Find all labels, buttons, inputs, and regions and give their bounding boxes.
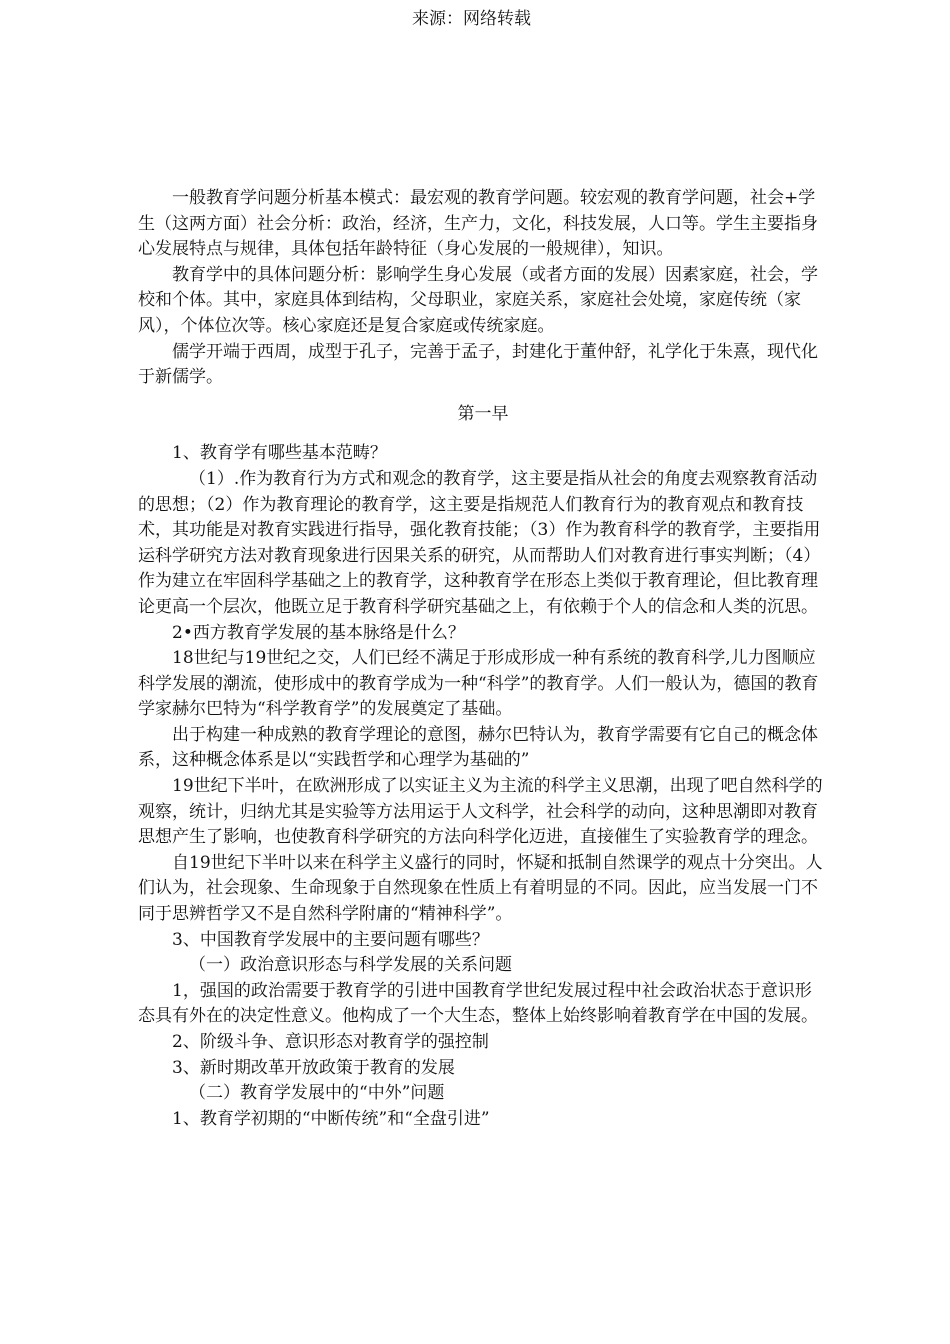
question-2-paragraph-1: 18世纪与19世纪之交，人们已经不满足于形成形成一种有系统的教育科学,儿力图顺应科学发展的潮流，使形成中的教育学成为一种“科学”的教育学。人们一般认为，德国的教育学家赫尔巴特为“科学教育学”的发展奠定了基础。: [138, 648, 819, 720]
question-2-paragraph-2: 出于构建一种成熟的教育学理论的意图，赫尔巴特认为，教育学需要有它自己的概念体系，这种概念体系是以“实践哲学和心理学为基础的”: [138, 724, 818, 771]
subsection-2-item-1: 1、教育学初期的“中断传统”和“全盘引进”: [172, 1108, 490, 1129]
question-2-paragraph-4: 自19世纪下半叶以来在科学主义盛行的同时，怀疑和抵制自然课学的观点十分突出。人们认为，社会现象、生命现象于自然现象在性质上有着明显的不同。因此，应当发展一门不同于思辨哲学又不是自然科学附庸的“精神科学”。: [138, 852, 823, 925]
subsection-2-heading: （二）教育学发展中的“中外”问题: [189, 1083, 445, 1104]
subsection-1-item-2: 2、阶级斗争、意识形态对教育学的强控制: [172, 1032, 489, 1052]
question-2-paragraph-3: 19世纪下半叶，在欧洲形成了以实证主义为主流的科学主义思潮，出现了吧自然科学的观察，统计，归纳尤其是实验等方法用运于人文科学，社会科学的动向，这种思潮即对教育思想产生了影响，也使教育科学研究的方法向科学化迈进，直接催生了实验教育学的理念。: [138, 776, 823, 848]
question-2-heading: 2•西方教育学发展的基本脉络是什么？: [172, 622, 465, 643]
chapter-title: 第一早: [457, 403, 509, 424]
intro-paragraph-3: 儒学开端于西周，成型于孔子，完善于孟子，封建化于董仲舒，礼学化于朱熹，现代化于新儒学。: [138, 341, 818, 388]
subsection-1-item-1: 1，强国的政治需要于教育学的引进中国教育学世纪发展过程中社会政治状态于意识形态具有外在的决定性意义。他构成了一个大生态，整体上始终影响着教育学在中国的发展。: [138, 980, 818, 1027]
document-body: [138, 186, 828, 1132]
intro-paragraph-1: 一般教育学问题分析基本模式：最宏观的教育学问题。较宏观的教育学问题，社会+学生（这两方面）社会分析：政治，经济，生产力，文化，科技发展，人口等。学生主要指身心发展特点与规律，具体包括年龄特征（身心发展的一般规律），知识。: [138, 188, 818, 260]
question-3-heading: 3、中国教育学发展中的主要问题有哪些？: [172, 929, 489, 950]
source-note: 来源：网络转载: [412, 9, 531, 29]
subsection-1-heading: （一）政治意识形态与科学发展的关系问题: [189, 955, 512, 976]
question-1-heading: 1、教育学有哪些基本范畴？: [172, 443, 387, 464]
intro-paragraph-2: 教育学中的具体问题分析：影响学生身心发展（或者方面的发展）因素家庭，社会，学校和个体。其中，家庭具体到结构，父母职业，家庭关系，家庭社会处境，家庭传统（家风），个体位次等。核心家庭还是复合家庭或传统家庭。: [138, 264, 818, 336]
question-1-answer: （1）.作为教育行为方式和观念的教育学，这主要是指从社会的角度去观察教育活动的思想；（2）作为教育理论的教育学，这主要是指规范人们教育行为的教育观点和教育技术，其功能是对教育实践进行指导，强化教育技能；（3）作为教育科学的教育学，主要指用运科学研究方法对教育现象进行因果关系的研究，从而帮助人们对教育进行事实判断；（4）作为建立在牢固科学基础之上的教育学，这种教育学在形态上类似于教育理论，但比教育理论更高一个层次，他既立足于教育科学研究基础之上，有依赖于个人的信念和人类的沉思。: [138, 468, 821, 617]
subsection-1-item-3: 3、新时期改革开放政策于教育的发展: [172, 1057, 455, 1078]
